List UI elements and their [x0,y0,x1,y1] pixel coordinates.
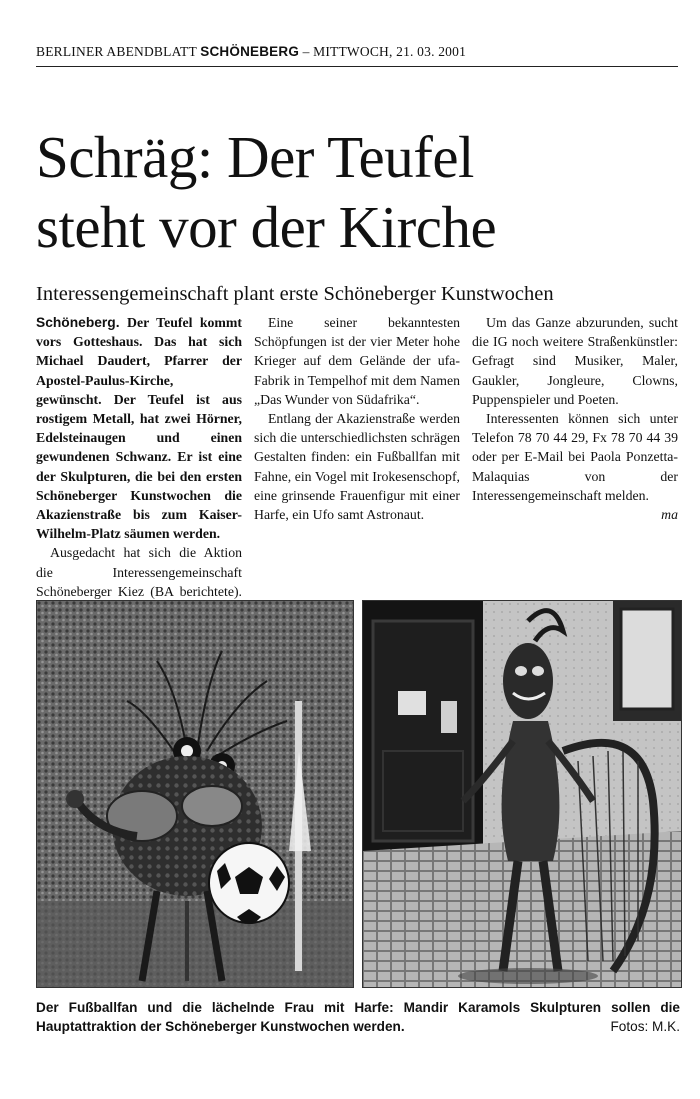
body-paragraph-3: Entlang der Akazienstraße werden sich die unterschiedlichsten schrägen Gestalten finden: ein Fußballfan mit Fahne, ein Vogel mit Irokesenschopf, eine grinsende Frauenfigur mit einer Harfe, ein Ufo samt Astronaut. [254,411,460,523]
headline-line-2: steht vor der Kirche [36,194,497,260]
photo-football-fan-sculpture [36,600,354,988]
publication-name: BERLINER ABENDBLATT [36,44,197,59]
lead-paragraph [36,313,242,543]
football-fan-image [37,601,353,987]
header-rule [36,66,678,67]
article-column-2 [254,313,460,524]
page-header [36,44,466,60]
photo-woman-harp-sculpture [362,600,682,988]
contact-text: Interessenten können sich unter Telefon 78 70 44 29, Fx 78 70 44 39 oder per E-Mail bei Paola Ponzetta-Malaquias von der Interessengemeinschaft melden. [472,411,678,503]
dateline: Schöneberg. [36,315,120,330]
issue-date: – MITTWOCH, 21. 03. 2001 [302,44,467,59]
article-column-3 [472,313,678,524]
headline-line-1: Schräg: Der Teufel [36,124,474,190]
body-paragraph-5 [472,409,678,523]
subheadline: Interessengemeinschaft plant erste Schöneberger Kunstwochen [36,283,554,305]
author-signature: ma [661,507,678,523]
section-name: SCHÖNEBERG [200,44,300,59]
lead-text: Der Teufel kommt vors Gotteshaus. Das hat sich Michael Daudert, Pfarrer der Apostel-Paulus-Kirche, gewünscht. Der Teufel ist aus rostigem Metall, hat zwei Hörner, Edelsteinaugen und einen gewundenen Schwanz. Er ist eine der Skulpturen, die bei den ersten Schöneberger Kunstwochen die Akazienstraße bis zum Kaiser-Wilhelm-Platz säumen werden. [36,315,243,542]
body-paragraph-2: Eine seiner bekanntesten Schöpfungen ist der vier Meter hohe Krieger auf dem Gelände der ufa-Fabrik in Tempelhof mit dem Namen „Das Wunder von Südafrika“. [254,315,460,407]
headline [36,122,682,262]
photo-caption: Der Fußballfan und die lächelnde Frau mit Harfe: Mandir Karamols Skulpturen sollen die Hauptattraktion der Schöneberger Kunstwochen werden. [36,1000,680,1034]
woman-harp-image [363,601,681,987]
body-paragraph-4: Um das Ganze abzurunden, sucht die IG noch weitere Straßenkünstler: Gefragt sind Musiker, Maler, Gaukler, Jongleure, Clowns, Puppenspieler und Poeten. [472,315,678,407]
body-paragraph-1: Ausgedacht hat sich die Aktion die Interessengemeinschaft Schöneberger Kiez (BA berichtete). [36,545,242,599]
photo-credit: Fotos: M.K. [610,1019,680,1034]
